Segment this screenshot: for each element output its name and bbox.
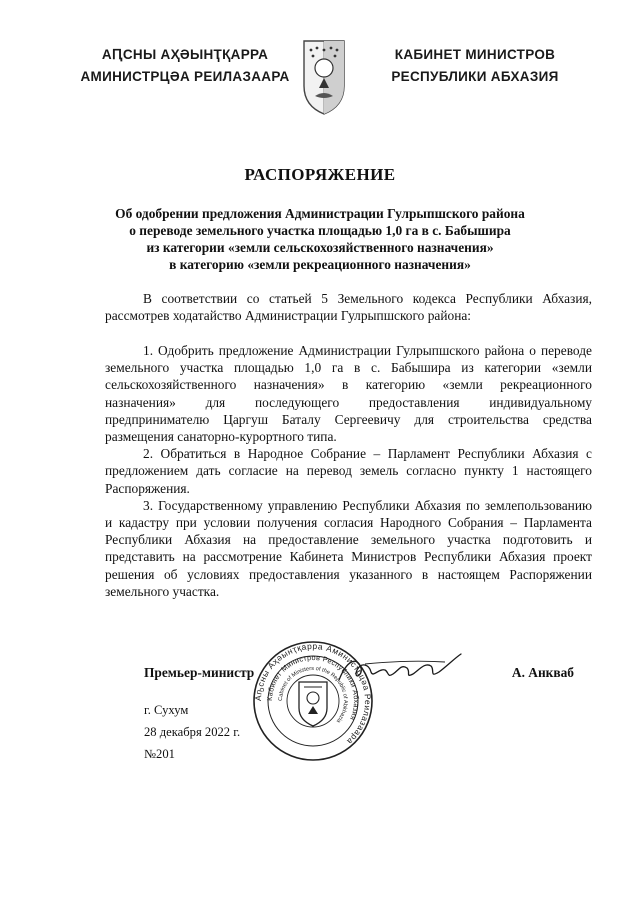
seal-ring-text: Кабинет Министров Республики Абхазия bbox=[264, 652, 362, 722]
resolution-items bbox=[105, 342, 592, 600]
item-2: 2. Обратиться в Народное Собрание – Парламент Республики Абхазия с предложением дать согласие на перевод земель согласно пункту 1 настоящего Распоряжения. bbox=[105, 446, 592, 496]
header-right-block bbox=[360, 44, 590, 88]
subject-line-4: в категорию «земли рекреационного назначения» bbox=[169, 257, 471, 272]
seal-inner-text: Cabinet of Ministers of the Republic of Abkhazia bbox=[277, 665, 349, 724]
signatory-title: Премьер-министр bbox=[144, 665, 255, 680]
document-number: №201 bbox=[144, 747, 175, 761]
item-1: 1. Одобрить предложение Администрации Гулрыпшского района о переводе земельного участка площадью 1,0 га в с. Бабышира из категории «земли сельскохозяйственного назначения» в категорию «земли рекреационного назначения» для последующего предоставления индивидуальному предпринимателю Царгуш Баталу Сергеевичу для строительства средства размещения санаторно-курортного типа. bbox=[105, 343, 592, 445]
seal-outer-text: Аҧсны Аҳәынҭқарра Аминистрцәа Реилазаара bbox=[252, 640, 374, 748]
header-right-line1: КАБИНЕТ МИНИСТРОВ bbox=[394, 47, 556, 62]
subject-line-1: Об одобрении предложения Администрации Гулрыпшского района bbox=[115, 206, 525, 221]
header-left-block bbox=[70, 44, 300, 88]
signatory-name: А. Анкваб bbox=[511, 665, 574, 680]
signature-row bbox=[144, 665, 574, 685]
subject-line-2: о переводе земельного участка площадью 1,0 га в с. Бабышира bbox=[129, 223, 511, 238]
document-type-title: РАСПОРЯЖЕНИЕ bbox=[244, 165, 396, 184]
header-left-line1: АԤСНЫ АҲӘЫНҬҚАРРА bbox=[101, 47, 269, 62]
issue-city: г. Сухум bbox=[144, 703, 189, 717]
header-left-line2: АМИНИСТРЦӘА РЕИЛАЗААРА bbox=[80, 69, 290, 84]
intro-paragraph-block bbox=[105, 290, 592, 324]
subject-line-3: из категории «земли сельскохозяйственного назначения» bbox=[146, 240, 494, 255]
header-right-line2: РЕСПУБЛИКИ АБХАЗИЯ bbox=[391, 69, 559, 84]
coat-of-arms-emblem bbox=[301, 38, 347, 116]
item-3: 3. Государственному управлению Республики Абхазия по землепользованию и кадастру при условии получения согласия Народного Собрания – Парламента Республики Абхазия на предоставление земельного участка подготовить и представить на рассмотрение Кабинета Министров Республики Абхазия проект решения об условиях предоставления указанного в настоящем Распоряжении земельного участка. bbox=[105, 497, 592, 599]
seal-emblem-icon bbox=[299, 682, 327, 726]
intro-paragraph: В соответствии со статьей 5 Земельного кодекса Республики Абхазия, рассмотрев ходатайство Администрации Гулрыпшского района: bbox=[105, 291, 592, 324]
issue-date: 28 декабря 2022 г. bbox=[144, 725, 241, 739]
document-subject bbox=[60, 205, 580, 273]
